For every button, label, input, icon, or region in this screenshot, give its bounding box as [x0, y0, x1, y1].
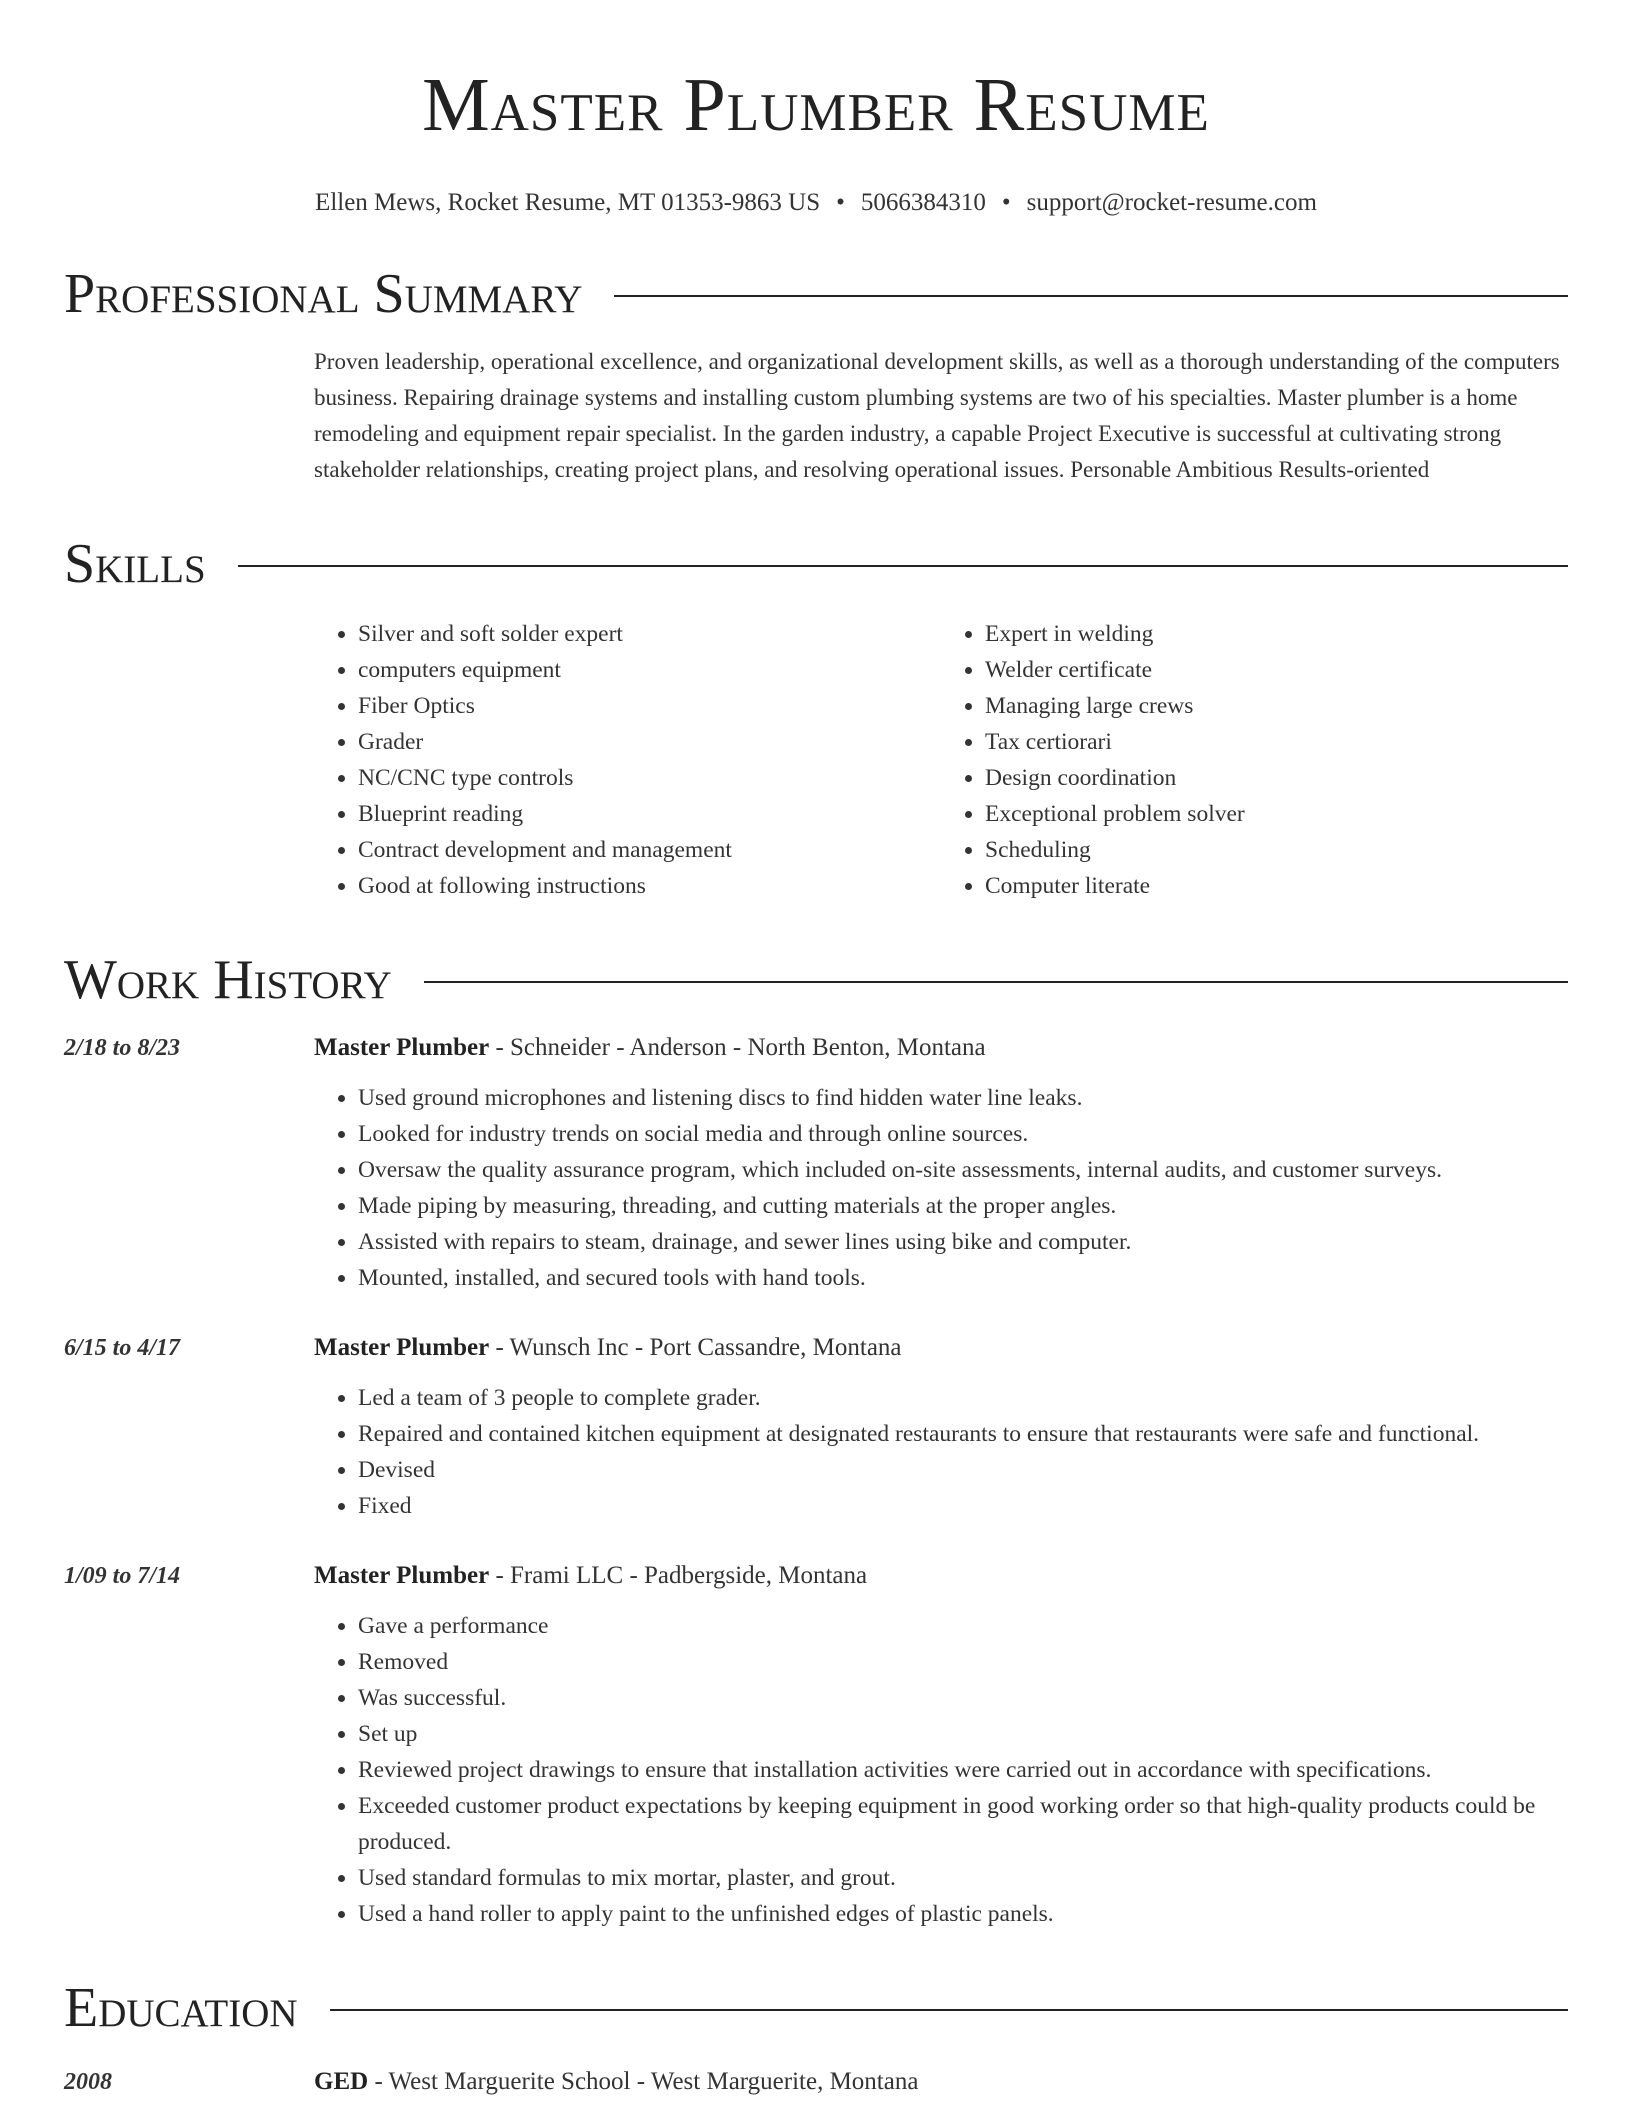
job-bullet: • Reviewed project drawings to ensure that installation activities were carried out in accordance with specifications.: [358, 1752, 1568, 1788]
skill-item: • Computer literate: [985, 868, 1568, 904]
job-entry: [64, 1328, 1568, 1524]
work-heading: Work History: [64, 949, 392, 1011]
job-dates: 2/18 to 8/23: [64, 1035, 181, 1061]
skill-item: • Silver and soft solder expert: [358, 616, 941, 652]
skill-item: • Welder certificate: [985, 652, 1568, 688]
skill-item: • Fiber Optics: [358, 688, 941, 724]
job-bullet: • Assisted with repairs to steam, drainage, and sewer lines using bike and computer.: [358, 1224, 1568, 1260]
work-section-header: [64, 948, 1568, 1012]
job-header: [314, 1328, 1568, 1368]
skill-item: • Good at following instructions: [358, 868, 941, 904]
job-bullet: • Set up: [358, 1716, 1568, 1752]
job-title: Master Plumber: [314, 1562, 490, 1589]
job-dates: 6/15 to 4/17: [64, 1335, 181, 1361]
work-history-list: [64, 1028, 1568, 1932]
job-bullet: • Was successful.: [358, 1680, 1568, 1716]
skills-list-left: [314, 616, 941, 904]
skill-item: • computers equipment: [358, 652, 941, 688]
job-bullet: • Gave a performance: [358, 1608, 1568, 1644]
section-divider: [614, 295, 1568, 297]
summary-section-header: [64, 262, 1568, 326]
job-bullet: • Exceeded customer product expectations by keeping equipment in good working order so that high-quality products could be produced.: [358, 1788, 1568, 1860]
education-date: 2008: [64, 2069, 112, 2095]
job-entry: [64, 1556, 1568, 1932]
contact-separator: •: [836, 189, 845, 216]
education-section-header: [64, 1976, 1568, 2040]
job-bullet: • Removed: [358, 1644, 1568, 1680]
job-company-location: - Frami LLC - Padbergside, Montana: [489, 1562, 868, 1589]
job-bullets: [314, 1608, 1568, 1932]
resume-title: Master Plumber Resume: [422, 63, 1210, 147]
job-bullet: • Oversaw the quality assurance program, which included on-site assessments, internal audits, and customer surveys.: [358, 1152, 1568, 1188]
job-bullet: • Looked for industry trends on social media and through online sources.: [358, 1116, 1568, 1152]
job-bullet: • Used a hand roller to apply paint to the unfinished edges of plastic panels.: [358, 1896, 1568, 1932]
section-divider: [330, 2009, 1568, 2011]
contact-email: support@rocket-resume.com: [1026, 189, 1317, 216]
summary-text: Proven leadership, operational excellence, and organizational development skills, as well as a thorough understanding of the computers business. Repairing drainage systems and installing custom plumbing systems are two of his specialties. Master plumber is a home remodeling and equipment repair specialist. In the garden industry, a capable Project Executive is successful at cultivating strong stakeholder relationships, creating project plans, and resolving operational issues. Personable Ambitious Results-oriented: [314, 349, 1560, 482]
contact-phone: 5066384310: [860, 189, 986, 216]
job-bullet: • Devised: [358, 1452, 1568, 1488]
skill-item: • Contract development and management: [358, 832, 941, 868]
section-divider: [238, 565, 1568, 567]
job-body: [314, 1556, 1568, 1932]
job-bullets: [314, 1380, 1568, 1524]
skill-item: • Expert in welding: [985, 616, 1568, 652]
summary-heading: Professional Summary: [64, 263, 583, 325]
education-school: - West Marguerite School - West Marguerite, Montana: [368, 2068, 919, 2095]
contact-address: Ellen Mews, Rocket Resume, MT 01353-9863 US: [315, 189, 821, 216]
skill-item: • Design coordination: [985, 760, 1568, 796]
skill-item: • Exceptional problem solver: [985, 796, 1568, 832]
section-divider: [424, 981, 1568, 983]
job-bullet: • Used standard formulas to mix mortar, plaster, and grout.: [358, 1860, 1568, 1896]
job-bullet: • Made piping by measuring, threading, and cutting materials at the proper angles.: [358, 1188, 1568, 1224]
job-body: [314, 1328, 1568, 1524]
job-company-location: - Wunsch Inc - Port Cassandre, Montana: [489, 1334, 902, 1361]
skill-item: • Grader: [358, 724, 941, 760]
job-bullet: • Used ground microphones and listening discs to find hidden water line leaks.: [358, 1080, 1568, 1116]
skill-item: • NC/CNC type controls: [358, 760, 941, 796]
skill-item: • Tax certiorari: [985, 724, 1568, 760]
job-body: [314, 1028, 1568, 1296]
job-header: [314, 1028, 1568, 1068]
skill-item: • Scheduling: [985, 832, 1568, 868]
job-bullet: • Repaired and contained kitchen equipment at designated restaurants to ensure that restaurants were safe and functional.: [358, 1416, 1568, 1452]
job-title: Master Plumber: [314, 1334, 490, 1361]
education-heading: Education: [64, 1977, 298, 2039]
job-bullet: • Fixed: [358, 1488, 1568, 1524]
education-list: [64, 2064, 1568, 2100]
job-title: Master Plumber: [314, 1034, 490, 1061]
job-bullet: • Mounted, installed, and secured tools with hand tools.: [358, 1260, 1568, 1296]
education-entry: [64, 2064, 1568, 2100]
skills-columns: [314, 616, 1568, 904]
skills-section-header: [64, 532, 1568, 596]
job-dates: 1/09 to 7/14: [64, 1563, 181, 1589]
job-bullets: [314, 1080, 1568, 1296]
skill-item: • Blueprint reading: [358, 796, 941, 832]
contact-separator: •: [1001, 189, 1011, 216]
contact-line: [64, 188, 1568, 218]
job-entry: [64, 1028, 1568, 1296]
skills-heading: Skills: [64, 533, 206, 595]
education-degree: GED: [314, 2068, 369, 2095]
skill-item: • Managing large crews: [985, 688, 1568, 724]
education-body: [314, 2064, 918, 2100]
job-company-location: - Schneider - Anderson - North Benton, Montana: [489, 1034, 986, 1061]
skills-list-right: [941, 616, 1568, 904]
job-bullet: • Led a team of 3 people to complete grader.: [358, 1380, 1568, 1416]
job-header: [314, 1556, 1568, 1596]
